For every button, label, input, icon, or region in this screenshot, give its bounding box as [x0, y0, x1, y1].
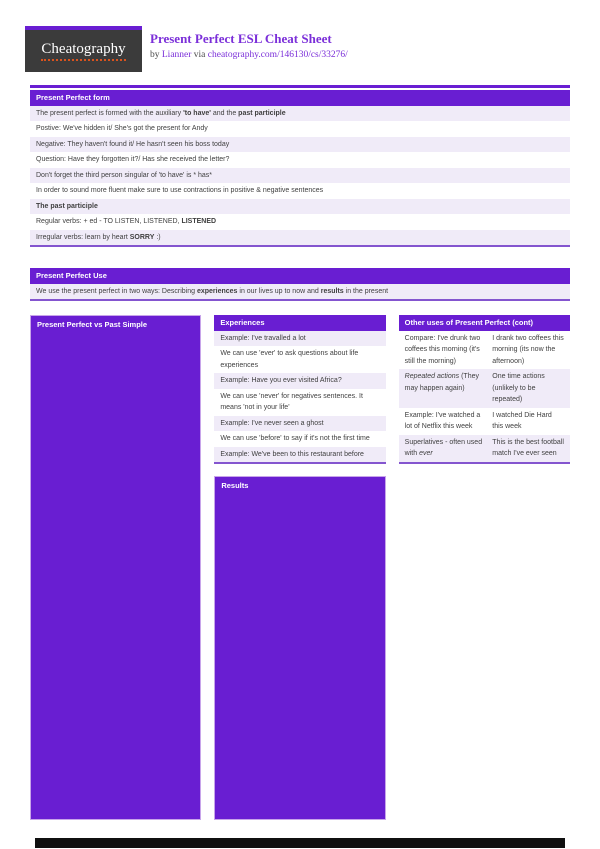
block-title: Present Perfect vs Past Simple [37, 320, 148, 329]
present-perfect-form-card [30, 90, 570, 247]
table-row [399, 369, 570, 408]
columns-area [30, 315, 570, 820]
table-row [399, 435, 570, 462]
use-row: We use the present perfect in two ways: Describing experiences in our lives up to now and results in the present [30, 284, 570, 300]
table-cell: I drank two coffees this morning (its now the afternoon) [492, 334, 564, 365]
column-2 [214, 315, 385, 820]
table-cell: Repeated actions (They may happen again) [404, 373, 479, 392]
table-cell: Compare: I've drunk two coffees this morning (it's still the morning) [404, 334, 481, 365]
experiences-row: We can use 'never' for negatives sentences. It means 'not in your life' [214, 389, 385, 416]
form-row: Irregular verbs: learn by heart SORRY :) [30, 230, 570, 246]
cheatography-logo[interactable] [25, 26, 142, 72]
sheet-url-link[interactable]: cheatography.com/146130/cs/33276/ [207, 50, 348, 60]
other-uses-card [399, 315, 570, 464]
form-row: Postive: We've hidden it/ She's got the present for Andy [30, 121, 570, 137]
block-title: Results [221, 481, 249, 491]
page-title: Present Perfect ESL Cheat Sheet [150, 31, 332, 46]
table-cell: This is the best football match I've ever seen [492, 438, 564, 458]
byline-via: via [193, 50, 206, 60]
table-row [399, 331, 570, 370]
experiences-row: Example: Have you ever visited Africa? [214, 373, 385, 389]
experiences-card [214, 315, 385, 464]
form-row: In order to sound more fluent make sure to use contractions in positive & negative sentences [30, 183, 570, 199]
section-header: Present Perfect form [30, 90, 570, 106]
table-cell: One time actions (unlikely to be repeated) [492, 373, 545, 404]
table-row [399, 408, 570, 435]
form-row: Regular verbs: + ed - TO LISTEN, LISTENED, LISTENED [30, 214, 570, 230]
footer-bar [35, 838, 565, 848]
experiences-row: Example: I've never seen a ghost [214, 416, 385, 432]
table-cell: I watched Die Hard this week [492, 411, 552, 431]
results-block [214, 476, 385, 820]
table-cell: Example: I've watched a lot of Netflix this week [404, 411, 481, 431]
present-perfect-vs-past-simple-block [30, 315, 201, 820]
section-header: Other uses of Present Perfect (cont) [399, 315, 570, 331]
form-row: The past participle [30, 199, 570, 215]
section-header: Present Perfect Use [30, 268, 570, 284]
present-perfect-use-card [30, 268, 570, 301]
form-row: Don't forget the third person singular of 'to have' is * has* [30, 168, 570, 184]
table-cell: Superlatives - often used with ever [404, 438, 483, 458]
byline [150, 50, 348, 60]
section-header: Experiences [214, 315, 385, 331]
byline-by: by [150, 50, 160, 60]
experiences-row: Example: I've travalled a lot [214, 331, 385, 347]
form-row: The present perfect is formed with the auxiliary 'to have' and the past participle [30, 106, 570, 122]
masthead [150, 31, 348, 60]
experiences-row: Example: We've been to this restaurant before [214, 447, 385, 463]
experiences-row: We can use 'ever' to ask questions about life experiences [214, 346, 385, 373]
author-link[interactable]: Lianner [161, 50, 192, 60]
cheatography-logo-text: Cheatography [41, 41, 125, 61]
header-divider [30, 85, 570, 88]
form-row: Negative: They haven't found it/ He hasn't seen his boss today [30, 137, 570, 153]
form-row: Question: Have they forgotten it?/ Has she received the letter? [30, 152, 570, 168]
experiences-row: We can use 'before' to say if it's not the first time [214, 431, 385, 447]
